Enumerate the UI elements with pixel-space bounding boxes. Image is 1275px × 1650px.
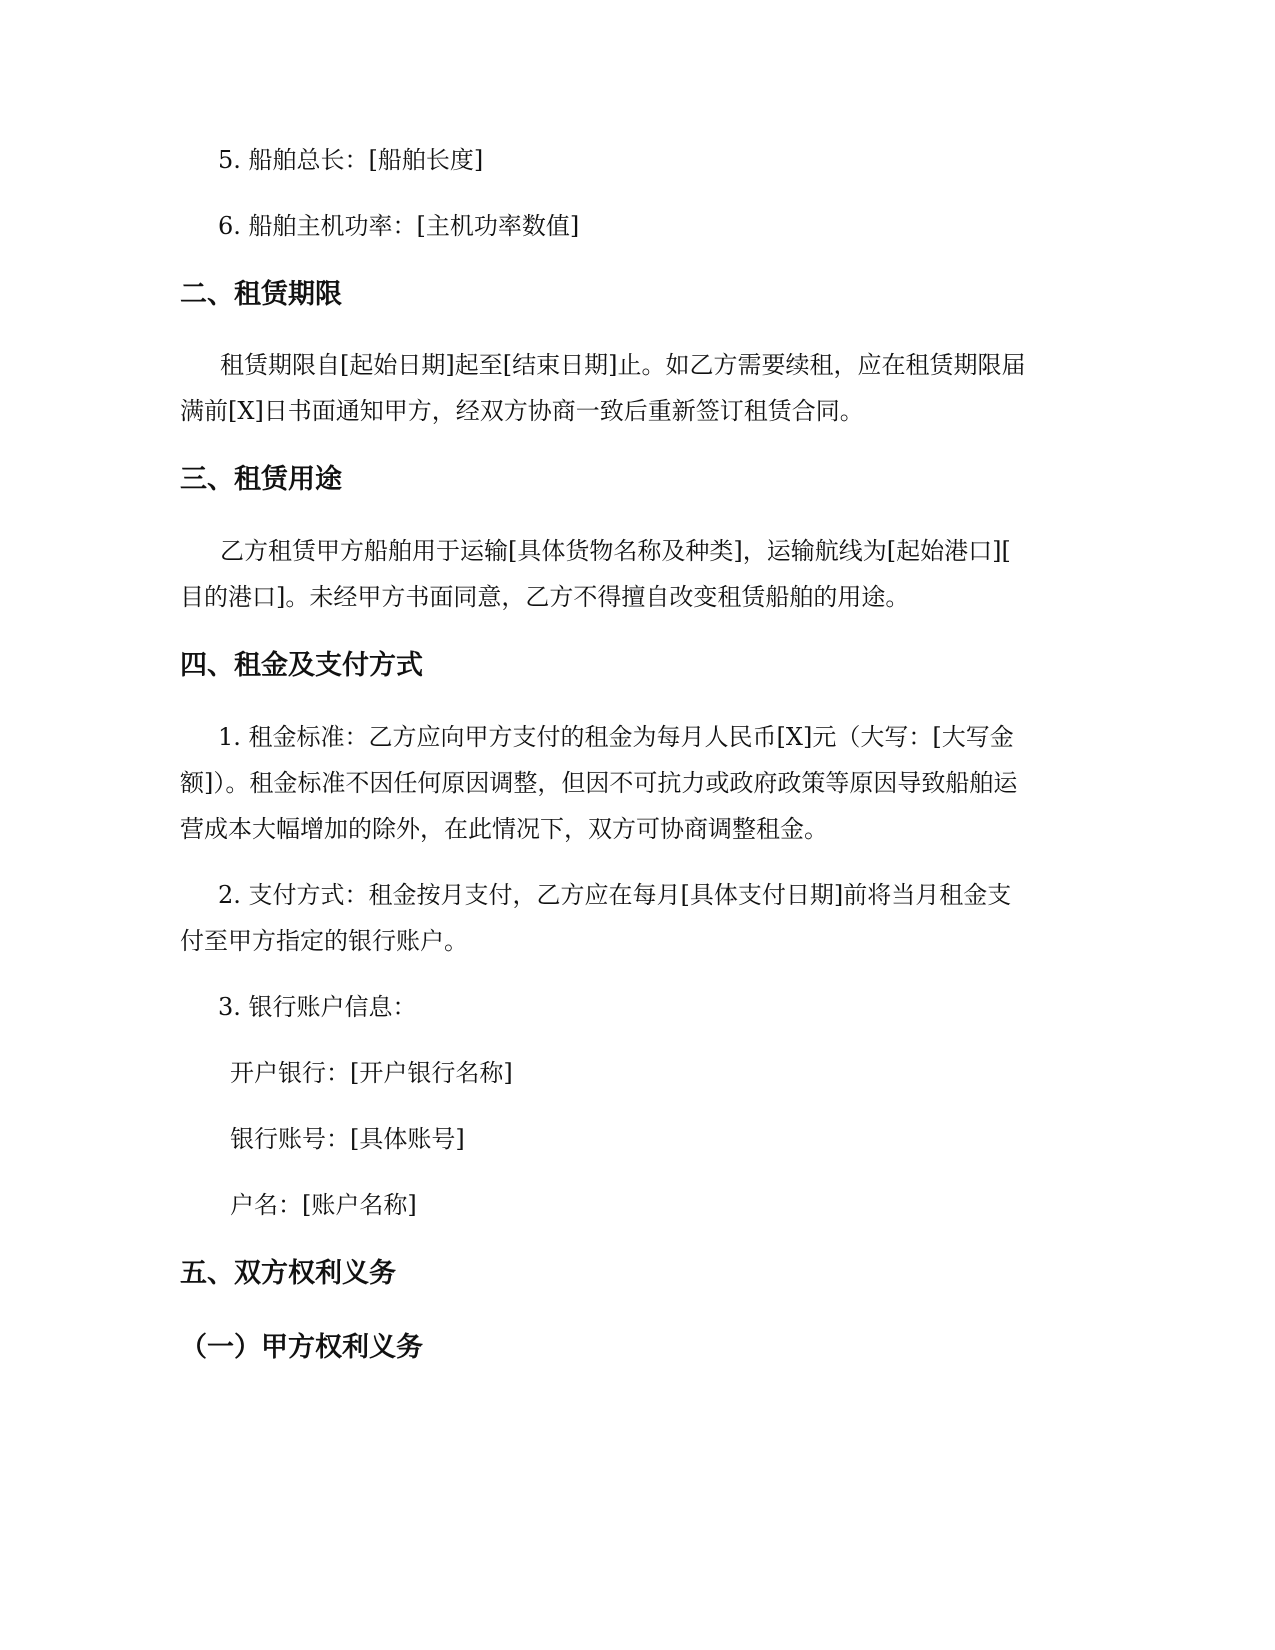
- subsection-heading: （一）甲方权利义务: [180, 1332, 423, 1363]
- paragraph-line: 营成本大幅增加的除外，在此情况下，双方可协商调整租金。: [180, 815, 828, 843]
- paragraph-line: 目的港口]。未经甲方书面同意，乙方不得擅自改变租赁船舶的用途。: [180, 583, 910, 611]
- paragraph-line: 额]）。租金标准不因任何原因调整，但因不可抗力或政府政策等原因导致船舶运: [180, 769, 1018, 797]
- paragraph-line: 付至甲方指定的银行账户。: [180, 927, 468, 955]
- account-name-line: 户名：[账户名称]: [230, 1191, 417, 1219]
- paragraph-line: 满前[X]日书面通知甲方，经双方协商一致后重新签订租赁合同。: [180, 397, 864, 425]
- paragraph-line: 乙方租赁甲方船舶用于运输[具体货物名称及种类]，运输航线为[起始港口][: [220, 537, 1011, 565]
- paragraph-line: 2. 支付方式：租金按月支付，乙方应在每月[具体支付日期]前将当月租金支: [218, 881, 1012, 909]
- section-heading-2: 二、租赁期限: [180, 279, 342, 310]
- section-heading-5: 五、双方权利义务: [180, 1258, 396, 1289]
- section-heading-3: 三、租赁用途: [180, 464, 342, 495]
- bank-account-line: 银行账号：[具体账号]: [230, 1125, 465, 1153]
- list-item-3: 3. 银行账户信息：: [218, 993, 417, 1021]
- paragraph-line: 1. 租金标准：乙方应向甲方支付的租金为每月人民币[X]元（大写：[大写金: [218, 723, 1014, 751]
- paragraph-line: 租赁期限自[起始日期]起至[结束日期]止。如乙方需要续租，应在租赁期限届: [220, 351, 1026, 379]
- list-item-5: 5. 船舶总长：[船舶长度]: [218, 146, 484, 174]
- section-heading-4: 四、租金及支付方式: [180, 650, 423, 681]
- list-item-6: 6. 船舶主机功率：[主机功率数值]: [218, 212, 580, 240]
- bank-name-line: 开户银行：[开户银行名称]: [230, 1059, 513, 1087]
